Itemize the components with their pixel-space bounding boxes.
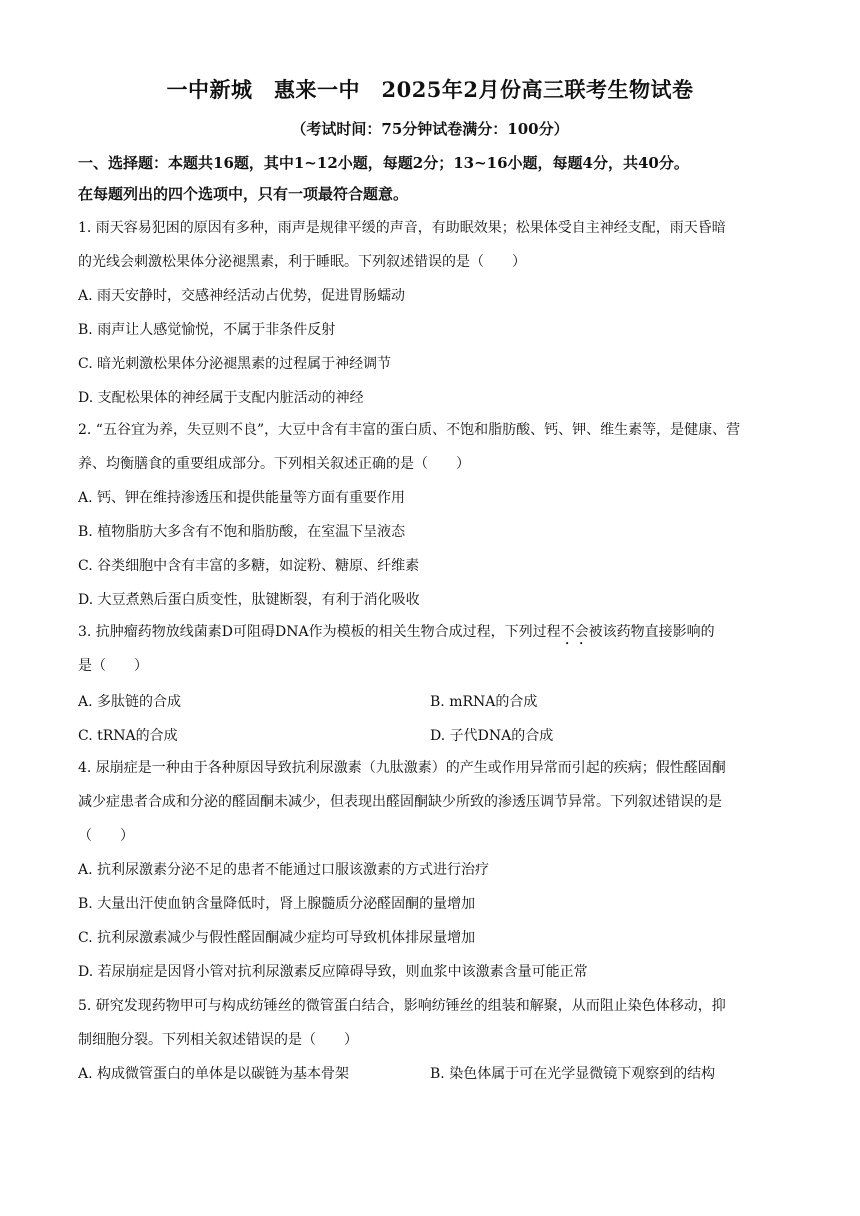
q3-stem-post: 被该药物直接影响的 [588, 624, 715, 640]
section-heading-line-1: 一、选择题：本题共16题，其中1~12小题，每题2分；13~16小题，每题4分，共40分。 [78, 154, 689, 172]
section-heading [78, 148, 798, 210]
q1-stem-line-1: 1. 雨天容易犯困的原因有多种，雨声是规律平缓的声音，有助眠效果；松果体受自主神经支配，雨天昏暗 [78, 220, 726, 236]
q2-option-a: A. 钙、钾在维持渗透压和提供能量等方面有重要作用 [78, 490, 406, 506]
q4-option-b: B. 大量出汗使血钠含量降低时，肾上腺髓质分泌醛固酮的量增加 [78, 896, 476, 912]
q1-stem-line-2: 的光线会刺激松果体分泌褪黑素，利于睡眠。下列叙述错误的是（ ） [78, 254, 526, 270]
q1-option-a: A. 雨天安静时，交感神经活动占优势，促进胃肠蠕动 [78, 288, 406, 304]
q5-stem-line-2: 制细胞分裂。下列相关叙述错误的是（ ） [78, 1032, 358, 1048]
q3-option-b: B. mRNA的合成 [430, 694, 538, 710]
q2-option-b: B. 植物脂肪大多含有不饱和脂肪酸，在室温下呈液态 [78, 524, 406, 540]
q3-stem-pre: 3. 抗肿瘤药物放线菌素D可阻碍DNA作为模板的相关生物合成过程，下列过程 [78, 624, 561, 640]
q3-option-c: C. tRNA的合成 [78, 728, 178, 744]
q4-option-c: C. 抗利尿激素减少与假性醛固酮减少症均可导致机体排尿量增加 [78, 930, 476, 946]
q1-option-c: C. 暗光刺激松果体分泌褪黑素的过程属于神经调节 [78, 356, 392, 372]
q2-stem-line-1: 2. “五谷宜为养，失豆则不良”，大豆中含有丰富的蛋白质、不饱和脂肪酸、钙、钾、维生素等，是健康、营 [78, 422, 741, 438]
q4-option-d: D. 若尿崩症是因肾小管对抗利尿激素反应障碍导致，则血浆中该激素含量可能正常 [78, 964, 588, 980]
q2-stem-line-2: 养、均衡膳食的重要组成部分。下列相关叙述正确的是（ ） [78, 456, 470, 472]
q1-option-b: B. 雨声让人感觉愉悦，不属于非条件反射 [78, 322, 336, 338]
q3-option-a: A. 多肽链的合成 [78, 694, 182, 710]
q3-stem-line-1 [78, 622, 715, 648]
q3-stem-line-2: 是（ ） [78, 658, 148, 674]
q5-option-a: A. 构成微管蛋白的单体是以碳链为基本骨架 [78, 1066, 350, 1082]
q5-option-b: B. 染色体属于可在光学显微镜下观察到的结构 [430, 1066, 716, 1082]
q3-option-d: D. 子代DNA的合成 [430, 728, 554, 744]
q4-stem-line-2: 减少症患者合成和分泌的醛固酮未减少，但表现出醛固酮缺少所致的渗透压调节异常。下列叙述错误的是 [78, 794, 722, 810]
q1-option-d: D. 支配松果体的神经属于支配内脏活动的神经 [78, 390, 364, 406]
q4-stem-line-1: 4. 尿崩症是一种由于各种原因导致抗利尿激素（九肽激素）的产生或作用异常而引起的疾病；假性醛固酮 [78, 760, 726, 776]
q2-option-d: D. 大豆煮熟后蛋白质变性，肽键断裂，有利于消化吸收 [78, 592, 420, 608]
q5-stem-line-1: 5. 研究发现药物甲可与构成纺锤丝的微管蛋白结合，影响纺锤丝的组装和解聚，从而阻止染色体移动，抑 [78, 998, 726, 1014]
q4-option-a: A. 抗利尿激素分泌不足的患者不能通过口服该激素的方式进行治疗 [78, 862, 490, 878]
q4-stem-line-3: （ ） [78, 828, 134, 844]
exam-subtitle: （考试时间：75分钟试卷满分：100分） [291, 120, 569, 138]
q2-option-c: C. 谷类细胞中含有丰富的多糖，如淀粉、糖原、纤维素 [78, 558, 420, 574]
section-heading-line-2: 在每题列出的四个选项中，只有一项最符合题意。 [78, 185, 409, 203]
q3-stem-emphasis: 不会 [560, 624, 589, 640]
exam-title: 一中新城 惠来一中 2025年2月份高三联考生物试卷 [166, 77, 694, 102]
